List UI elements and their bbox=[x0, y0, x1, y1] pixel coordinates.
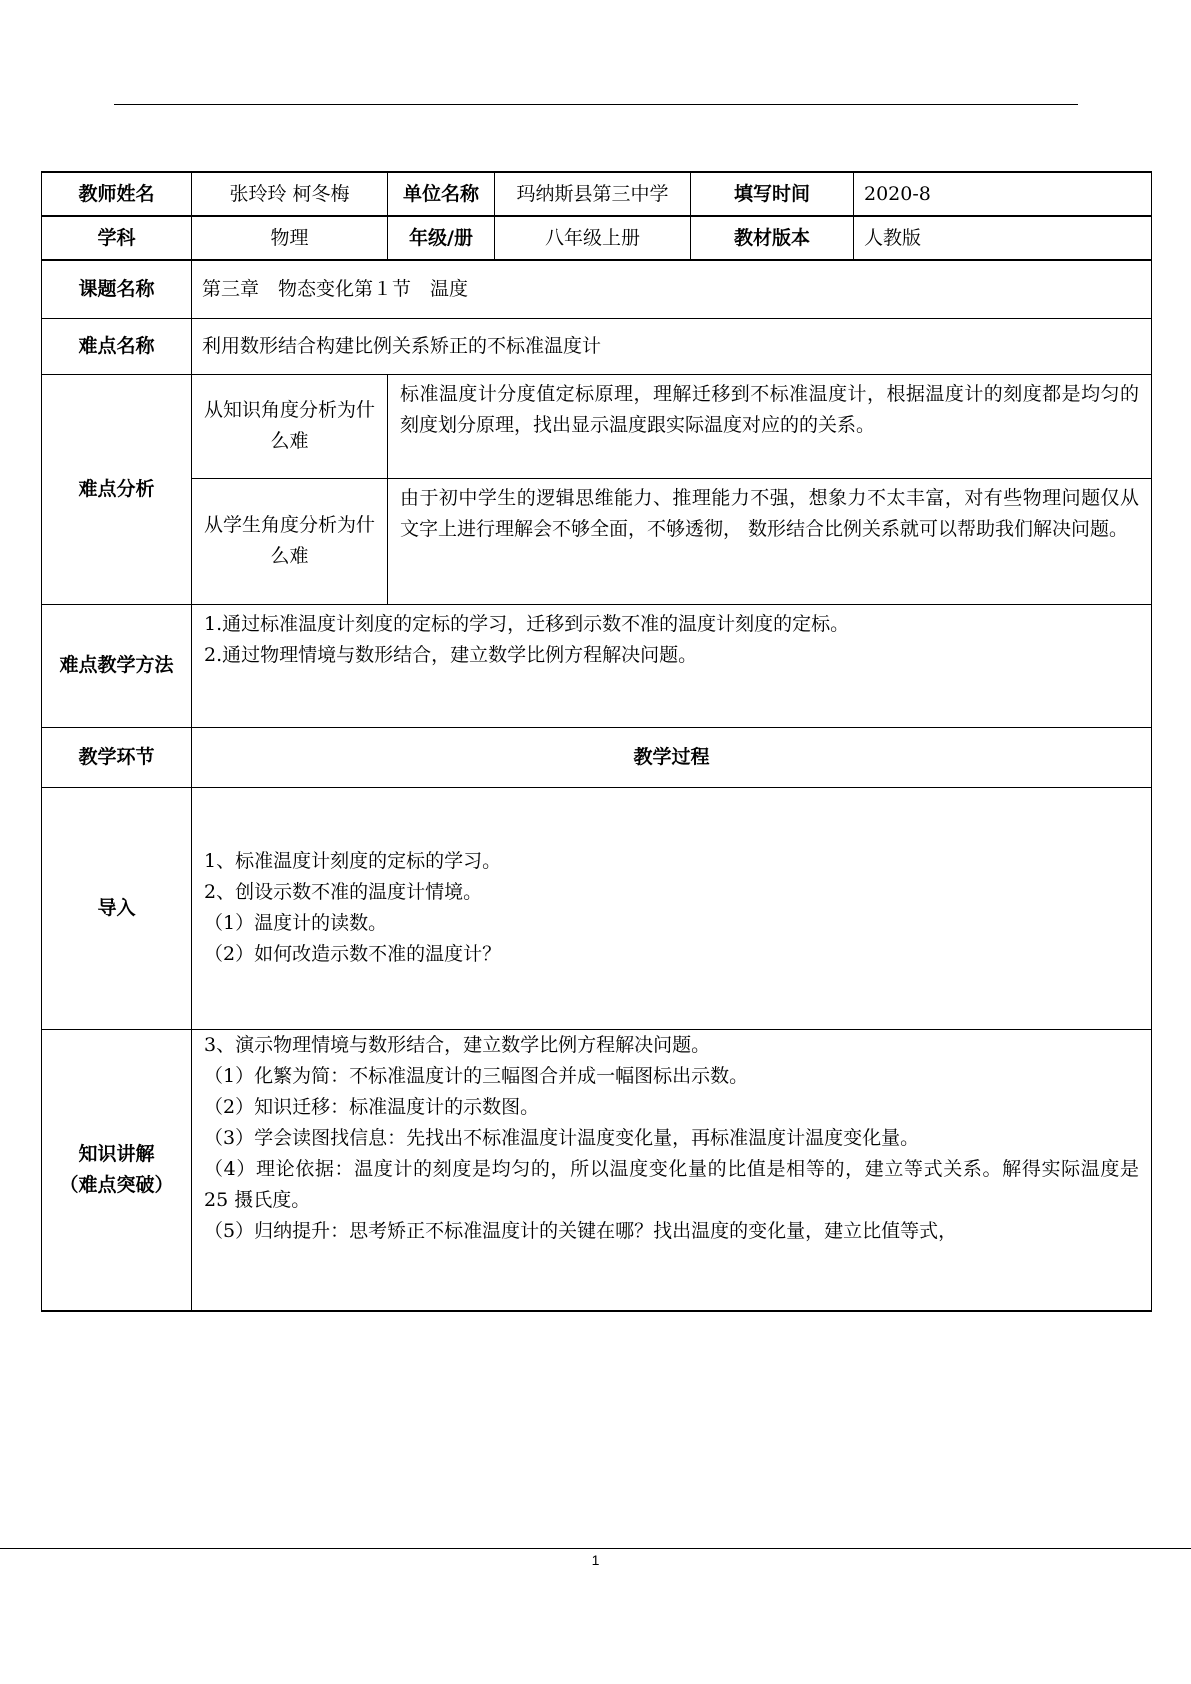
intro-row bbox=[42, 787, 1152, 1029]
process-header-row bbox=[42, 727, 1152, 787]
analysis-knowledge-row bbox=[42, 374, 1152, 478]
explanation-content bbox=[192, 1029, 1152, 1311]
explanation-row bbox=[42, 1029, 1152, 1311]
intro-label: 导入 bbox=[42, 787, 192, 1029]
explanation-label-line-2: （难点突破） bbox=[59, 1173, 174, 1196]
footer-rule bbox=[0, 1548, 1191, 1549]
difficulty-label: 难点名称 bbox=[42, 318, 192, 374]
header-rule bbox=[114, 104, 1078, 105]
method-content bbox=[192, 604, 1152, 727]
difficulty-row bbox=[42, 318, 1152, 374]
edition-value: 人教版 bbox=[854, 216, 1152, 260]
explanation-line: （1）化繁为简：不标准温度计的三幅图合并成一幅图标出示数。 bbox=[204, 1064, 749, 1087]
intro-line: （1）温度计的读数。 bbox=[204, 912, 388, 934]
teacher-label: 教师姓名 bbox=[42, 172, 192, 216]
lesson-plan-table bbox=[41, 171, 1152, 1312]
topic-label: 课题名称 bbox=[42, 260, 192, 318]
explanation-line: （2）知识迁移：标准温度计的示数图。 bbox=[204, 1095, 540, 1118]
edition-label: 教材版本 bbox=[691, 216, 854, 260]
grade-value: 八年级上册 bbox=[495, 216, 691, 260]
explanation-line: （5）归纳提升：思考矫正不标准温度计的关键在哪？找出温度的变化量，建立比值等式， bbox=[204, 1219, 958, 1242]
subject-label: 学科 bbox=[42, 216, 192, 260]
subject-value: 物理 bbox=[192, 216, 388, 260]
page-number: 1 bbox=[591, 1552, 600, 1568]
topic-row bbox=[42, 260, 1152, 318]
explanation-line: （3）学会读图找信息：先找出不标准温度计温度变化量，再标准温度计温度变化量。 bbox=[204, 1126, 920, 1149]
method-row bbox=[42, 604, 1152, 727]
unit-value: 玛纳斯县第三中学 bbox=[495, 172, 691, 216]
method-line: 2.通过物理情境与数形结合，建立数学比例方程解决问题。 bbox=[204, 643, 698, 666]
difficulty-value: 利用数形结合构建比例关系矫正的不标准温度计 bbox=[192, 318, 1152, 374]
topic-value: 第三章 物态变化第１节 温度 bbox=[192, 260, 1152, 318]
explanation-line: （4）理论依据：温度计的刻度是均匀的，所以温度变化量的比值是相等的，建立等式关系。解得实际温度是 25 摄氏度。 bbox=[204, 1157, 1139, 1211]
unit-label: 单位名称 bbox=[388, 172, 495, 216]
intro-content bbox=[192, 787, 1152, 1029]
analysis-label: 难点分析 bbox=[42, 374, 192, 604]
info-row-2 bbox=[42, 216, 1152, 260]
stage-label: 教学环节 bbox=[42, 727, 192, 787]
analysis-student-row bbox=[42, 478, 1152, 604]
process-label: 教学过程 bbox=[192, 727, 1152, 787]
date-value: 2020-8 bbox=[854, 172, 1152, 216]
student-reason-label: 从学生角度分析为什么难 bbox=[192, 478, 388, 604]
student-reason-text: 由于初中学生的逻辑思维能力、推理能力不强，想象力不太丰富，对有些物理问题仅从文字上进行理解会不够全面，不够透彻， 数形结合比例关系就可以帮助我们解决问题。 bbox=[388, 478, 1152, 604]
intro-line: （2）如何改造示数不准的温度计？ bbox=[204, 943, 502, 965]
knowledge-reason-text: 标准温度计分度值定标原理，理解迁移到不标准温度计，根据温度计的刻度都是均匀的刻度划分原理，找出显示温度跟实际温度对应的的关系。 bbox=[388, 374, 1152, 478]
teacher-value: 张玲玲 柯冬梅 bbox=[192, 172, 388, 216]
method-label: 难点教学方法 bbox=[42, 604, 192, 727]
explanation-line: 3、演示物理情境与数形结合，建立数学比例方程解决问题。 bbox=[204, 1033, 711, 1056]
method-line: 1.通过标准温度计刻度的定标的学习，迁移到示数不准的温度计刻度的定标。 bbox=[204, 612, 850, 635]
explanation-label bbox=[42, 1029, 192, 1311]
grade-label: 年级/册 bbox=[388, 216, 495, 260]
date-label: 填写时间 bbox=[691, 172, 854, 216]
knowledge-reason-label: 从知识角度分析为什么难 bbox=[192, 374, 388, 478]
intro-line: 1、标准温度计刻度的定标的学习。 bbox=[204, 850, 502, 872]
explanation-label-line-1: 知识讲解 bbox=[78, 1142, 155, 1165]
info-row-1 bbox=[42, 172, 1152, 216]
intro-line: 2、创设示数不准的温度计情境。 bbox=[204, 881, 483, 903]
